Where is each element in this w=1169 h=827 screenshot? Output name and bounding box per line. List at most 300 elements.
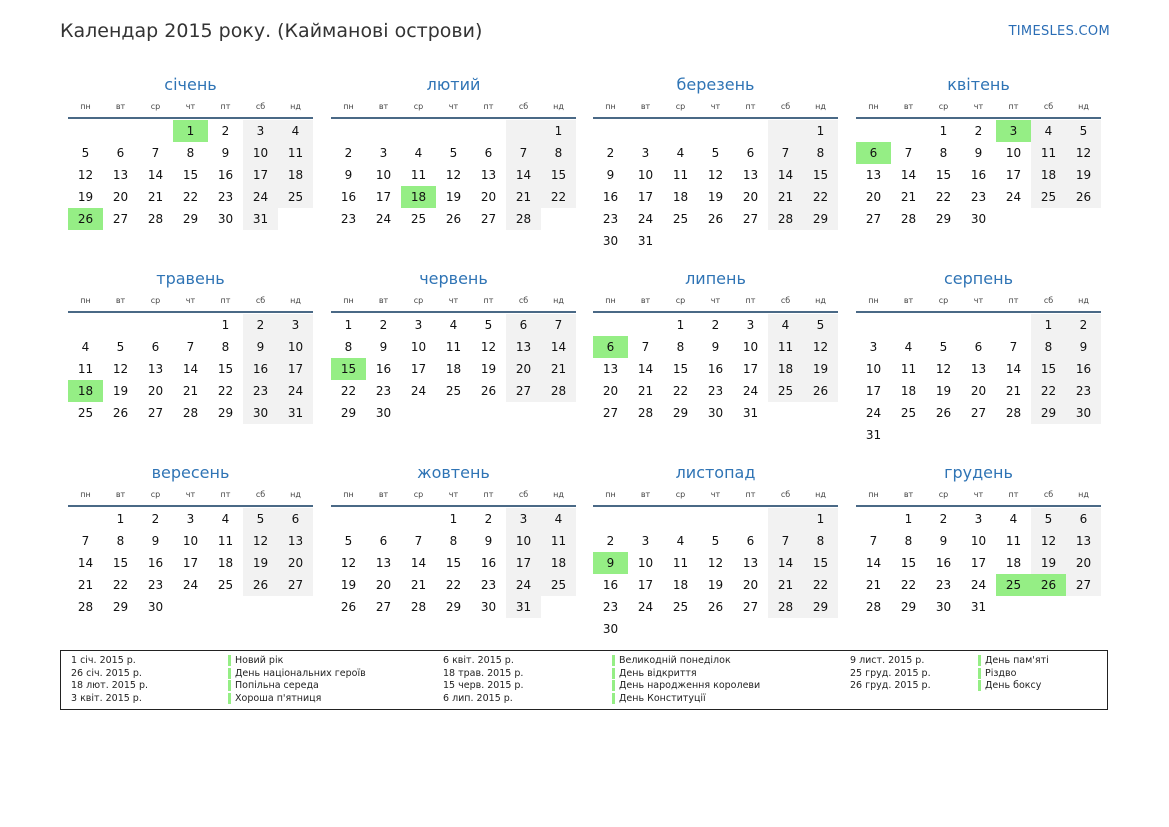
day-cell: 18 xyxy=(900,384,917,398)
week-row xyxy=(68,508,313,530)
weekday-label: нд xyxy=(815,490,826,499)
day-cell: 3 xyxy=(746,318,755,332)
day-cell: 11 xyxy=(77,362,94,376)
day-cell: 21 xyxy=(900,190,917,204)
day-cell: 9 xyxy=(711,340,720,354)
day-cell: 22 xyxy=(112,578,129,592)
day-cell: 3 xyxy=(996,120,1031,142)
header-rule xyxy=(68,505,313,507)
week-row xyxy=(593,120,838,142)
weekday-label: сб xyxy=(518,102,529,111)
week-row xyxy=(68,208,313,230)
weekday-label: пт xyxy=(1008,296,1019,305)
day-cell: 7 xyxy=(904,146,913,160)
day-cell: 18 xyxy=(401,186,436,208)
weekday-label: пт xyxy=(483,102,494,111)
weekday-label: чт xyxy=(710,102,721,111)
day-cell: 27 xyxy=(602,406,619,420)
day-cell: 28 xyxy=(1005,406,1022,420)
day-cell: 14 xyxy=(1005,362,1022,376)
day-cell: 7 xyxy=(869,534,878,548)
day-cell: 8 xyxy=(1031,336,1066,358)
day-cell: 26 xyxy=(340,600,357,614)
week-row xyxy=(331,596,576,618)
week-row xyxy=(68,164,313,186)
day-cell: 18 xyxy=(672,190,689,204)
day-cell: 4 xyxy=(768,314,803,336)
day-cell: 5 xyxy=(1066,120,1101,142)
day-cell: 26 xyxy=(707,212,724,226)
empty-cell xyxy=(856,120,891,142)
weekday-label: сб xyxy=(1043,490,1054,499)
day-cell: 25 xyxy=(768,380,803,402)
day-cell: 5 xyxy=(243,508,278,530)
legend-name-line xyxy=(612,668,760,681)
day-cell: 25 xyxy=(77,406,94,420)
weekday-label: пт xyxy=(483,296,494,305)
day-cell: 19 xyxy=(77,190,94,204)
empty-cell xyxy=(961,314,996,336)
header-rule xyxy=(856,117,1101,119)
day-cell: 30 xyxy=(243,402,278,424)
day-cell: 1 xyxy=(939,124,948,138)
legend-holiday-name: День боксу xyxy=(978,680,1041,691)
day-cell: 10 xyxy=(278,336,313,358)
day-cell: 6 xyxy=(746,534,755,548)
weekday-label: пн xyxy=(605,102,616,111)
week-row xyxy=(68,380,313,402)
weekday-label: ср xyxy=(150,102,161,111)
legend-name-line xyxy=(228,668,366,681)
empty-cell xyxy=(278,208,313,230)
day-cell: 2 xyxy=(484,512,493,526)
week-row xyxy=(856,380,1101,402)
weekday-label: чт xyxy=(710,490,721,499)
day-cell: 9 xyxy=(974,146,983,160)
day-cell: 16 xyxy=(707,362,724,376)
day-cell: 19 xyxy=(707,190,724,204)
day-cell: 1 xyxy=(904,512,913,526)
day-cell: 30 xyxy=(375,406,392,420)
day-cell: 12 xyxy=(707,168,724,182)
weekday-label: нд xyxy=(553,490,564,499)
day-cell: 20 xyxy=(742,190,759,204)
day-cell: 19 xyxy=(445,190,462,204)
empty-cell xyxy=(1031,208,1066,230)
header-rule xyxy=(593,311,838,313)
week-row xyxy=(856,574,1101,596)
legend-name-line xyxy=(228,693,366,706)
week-row xyxy=(593,618,838,640)
day-cell: 25 xyxy=(445,384,462,398)
header-rule xyxy=(593,117,838,119)
empty-cell xyxy=(173,314,208,336)
week-row xyxy=(331,402,576,424)
day-cell: 29 xyxy=(217,406,234,420)
empty-cell xyxy=(173,596,208,618)
day-cell: 6 xyxy=(593,336,628,358)
weekday-label: нд xyxy=(553,296,564,305)
day-cell: 17 xyxy=(506,552,541,574)
weekday-label: вт xyxy=(640,296,651,305)
day-cell: 5 xyxy=(711,146,720,160)
day-cell: 3 xyxy=(506,508,541,530)
day-cell: 24 xyxy=(1005,190,1022,204)
legend-dates-column-2 xyxy=(443,655,523,705)
header-rule xyxy=(856,311,1101,313)
weekday-label: ср xyxy=(675,102,686,111)
day-cell: 2 xyxy=(939,512,948,526)
day-cell: 27 xyxy=(480,212,497,226)
day-cell: 19 xyxy=(935,384,952,398)
day-cell: 25 xyxy=(278,186,313,208)
empty-cell xyxy=(68,120,103,142)
empty-cell xyxy=(506,120,541,142)
day-cell: 6 xyxy=(856,142,891,164)
header-rule xyxy=(68,311,313,313)
day-cell: 12 xyxy=(445,168,462,182)
day-cell: 30 xyxy=(147,600,164,614)
day-cell: 13 xyxy=(147,362,164,376)
empty-cell xyxy=(698,508,733,530)
month-1 xyxy=(68,73,313,230)
day-cell: 23 xyxy=(147,578,164,592)
day-cell: 28 xyxy=(541,380,576,402)
weekday-label: пт xyxy=(220,296,231,305)
empty-cell xyxy=(996,314,1031,336)
day-cell: 9 xyxy=(243,336,278,358)
day-cell: 23 xyxy=(970,190,987,204)
day-cell: 31 xyxy=(637,234,654,248)
day-cell: 10 xyxy=(375,168,392,182)
week-row xyxy=(331,314,576,336)
day-cell: 9 xyxy=(484,534,493,548)
day-cell: 25 xyxy=(217,578,234,592)
month-12 xyxy=(856,461,1101,618)
day-cell: 14 xyxy=(900,168,917,182)
day-cell: 27 xyxy=(375,600,392,614)
weekday-label: ср xyxy=(413,296,424,305)
day-cell: 25 xyxy=(541,574,576,596)
day-cell: 10 xyxy=(410,340,427,354)
empty-cell xyxy=(243,596,278,618)
week-row xyxy=(856,424,1101,446)
legend-name-line xyxy=(978,680,1049,693)
empty-cell xyxy=(401,120,436,142)
day-cell: 22 xyxy=(935,190,952,204)
weekday-label: нд xyxy=(290,296,301,305)
day-cell: 21 xyxy=(506,186,541,208)
legend-name-line xyxy=(612,693,760,706)
weekday-label: чт xyxy=(973,490,984,499)
day-cell: 22 xyxy=(541,186,576,208)
day-cell: 24 xyxy=(637,600,654,614)
weekday-label: вт xyxy=(378,102,389,111)
day-cell: 30 xyxy=(217,212,234,226)
week-row xyxy=(856,552,1101,574)
day-cell: 23 xyxy=(243,380,278,402)
day-cell: 18 xyxy=(68,380,103,402)
legend-holiday-name: Новий рік xyxy=(228,655,283,666)
day-cell: 27 xyxy=(278,574,313,596)
day-cell: 27 xyxy=(970,406,987,420)
empty-cell xyxy=(926,314,961,336)
empty-cell xyxy=(663,618,698,640)
day-cell: 19 xyxy=(243,552,278,574)
day-cell: 17 xyxy=(742,362,759,376)
day-cell: 17 xyxy=(637,578,654,592)
day-cell: 26 xyxy=(112,406,129,420)
day-cell: 7 xyxy=(641,340,650,354)
empty-cell xyxy=(996,424,1031,446)
weekday-label: сб xyxy=(1043,296,1054,305)
weekday-header xyxy=(331,487,576,503)
day-cell: 26 xyxy=(935,406,952,420)
day-cell: 15 xyxy=(935,168,952,182)
empty-cell xyxy=(68,314,103,336)
day-cell: 19 xyxy=(1031,552,1066,574)
day-cell: 20 xyxy=(970,384,987,398)
day-cell: 1 xyxy=(1031,314,1066,336)
day-cell: 30 xyxy=(480,600,497,614)
day-cell: 20 xyxy=(375,578,392,592)
day-cell: 11 xyxy=(410,168,427,182)
empty-cell xyxy=(996,596,1031,618)
day-cell: 27 xyxy=(865,212,882,226)
day-cell: 15 xyxy=(182,168,199,182)
day-cell: 27 xyxy=(112,212,129,226)
day-cell: 10 xyxy=(742,340,759,354)
empty-cell xyxy=(926,424,961,446)
day-cell: 9 xyxy=(151,534,160,548)
weekday-label: ср xyxy=(938,102,949,111)
day-cell: 6 xyxy=(506,314,541,336)
page-title: Календар 2015 року. (Кайманові острови) xyxy=(60,20,483,42)
holiday-legend xyxy=(60,650,1108,710)
day-cell: 25 xyxy=(996,574,1031,596)
day-cell: 8 xyxy=(344,340,353,354)
day-cell: 3 xyxy=(974,512,983,526)
day-cell: 21 xyxy=(147,190,164,204)
day-cell: 7 xyxy=(81,534,90,548)
day-cell: 24 xyxy=(637,212,654,226)
week-row xyxy=(856,530,1101,552)
day-cell: 30 xyxy=(935,600,952,614)
day-cell: 15 xyxy=(112,556,129,570)
day-cell: 11 xyxy=(672,556,689,570)
month-title: лютий xyxy=(426,75,481,94)
weekday-label: пн xyxy=(605,296,616,305)
day-cell: 13 xyxy=(742,556,759,570)
weekday-header xyxy=(68,99,313,115)
weekday-label: сб xyxy=(255,102,266,111)
weekday-header xyxy=(593,293,838,309)
weekday-label: нд xyxy=(1078,296,1089,305)
day-cell: 1 xyxy=(344,318,353,332)
day-cell: 23 xyxy=(935,578,952,592)
week-row xyxy=(331,574,576,596)
day-cell: 31 xyxy=(865,428,882,442)
weekday-label: сб xyxy=(255,490,266,499)
empty-cell xyxy=(1031,424,1066,446)
day-cell: 16 xyxy=(147,556,164,570)
weekday-label: пн xyxy=(868,102,879,111)
day-cell: 25 xyxy=(900,406,917,420)
week-row xyxy=(593,530,838,552)
weekday-label: сб xyxy=(518,490,529,499)
weekday-label: пн xyxy=(605,490,616,499)
day-cell: 4 xyxy=(278,120,313,142)
day-cell: 4 xyxy=(414,146,423,160)
day-cell: 13 xyxy=(112,168,129,182)
weekday-label: ср xyxy=(413,102,424,111)
weekday-label: нд xyxy=(815,296,826,305)
weekday-label: сб xyxy=(1043,102,1054,111)
day-cell: 10 xyxy=(182,534,199,548)
day-cell: 26 xyxy=(243,574,278,596)
week-row xyxy=(331,380,576,402)
legend-holiday-name: Хороша п'ятниця xyxy=(228,693,321,704)
empty-cell xyxy=(803,618,838,640)
week-row xyxy=(593,314,838,336)
weekday-label: нд xyxy=(815,102,826,111)
legend-holiday-name: День національних героїв xyxy=(228,668,366,679)
day-cell: 23 xyxy=(1066,380,1101,402)
day-cell: 18 xyxy=(672,578,689,592)
legend-holiday-name: День народження королеви xyxy=(612,680,760,691)
month-3 xyxy=(593,73,838,252)
week-row xyxy=(331,552,576,574)
day-cell: 31 xyxy=(506,596,541,618)
day-cell: 21 xyxy=(541,358,576,380)
empty-cell xyxy=(856,314,891,336)
day-cell: 22 xyxy=(1031,380,1066,402)
day-cell: 16 xyxy=(340,190,357,204)
day-cell: 15 xyxy=(541,164,576,186)
month-title: березень xyxy=(676,75,755,94)
week-row xyxy=(593,358,838,380)
day-cell: 27 xyxy=(506,380,541,402)
weekday-label: чт xyxy=(448,102,459,111)
day-cell: 2 xyxy=(151,512,160,526)
day-cell: 12 xyxy=(803,336,838,358)
day-cell: 4 xyxy=(541,508,576,530)
day-cell: 5 xyxy=(803,314,838,336)
legend-holiday-name: День відкриття xyxy=(612,668,697,679)
day-cell: 26 xyxy=(803,380,838,402)
day-cell: 5 xyxy=(1031,508,1066,530)
legend-name-line xyxy=(612,680,760,693)
day-cell: 22 xyxy=(803,186,838,208)
day-cell: 3 xyxy=(186,512,195,526)
day-cell: 15 xyxy=(217,362,234,376)
day-cell: 31 xyxy=(970,600,987,614)
day-cell: 12 xyxy=(112,362,129,376)
weekday-label: ср xyxy=(150,490,161,499)
day-cell: 20 xyxy=(865,190,882,204)
day-cell: 3 xyxy=(414,318,423,332)
day-cell: 3 xyxy=(641,146,650,160)
week-row xyxy=(856,208,1101,230)
day-cell: 16 xyxy=(935,556,952,570)
day-cell: 3 xyxy=(641,534,650,548)
legend-holiday-name: День пам'яті xyxy=(978,655,1049,666)
day-cell: 28 xyxy=(147,212,164,226)
day-cell: 3 xyxy=(379,146,388,160)
day-cell: 26 xyxy=(1031,574,1066,596)
day-cell: 3 xyxy=(243,120,278,142)
week-row xyxy=(68,120,313,142)
empty-cell xyxy=(768,618,803,640)
weekday-label: пт xyxy=(745,102,756,111)
day-cell: 19 xyxy=(1066,164,1101,186)
site-link[interactable]: TIMESLES.COM xyxy=(1008,24,1110,39)
empty-cell xyxy=(506,402,541,424)
legend-names-column-2 xyxy=(612,655,760,705)
weekday-label: пн xyxy=(80,490,91,499)
day-cell: 9 xyxy=(379,340,388,354)
empty-cell xyxy=(628,508,663,530)
day-cell: 4 xyxy=(676,534,685,548)
weekday-label: ср xyxy=(938,296,949,305)
empty-cell xyxy=(401,508,436,530)
day-cell: 16 xyxy=(602,190,619,204)
week-row xyxy=(856,186,1101,208)
week-row xyxy=(331,142,576,164)
empty-cell xyxy=(768,508,803,530)
day-cell: 1 xyxy=(221,318,230,332)
day-cell: 23 xyxy=(602,600,619,614)
day-cell: 17 xyxy=(182,556,199,570)
empty-cell xyxy=(278,596,313,618)
day-cell: 29 xyxy=(935,212,952,226)
day-cell: 13 xyxy=(506,336,541,358)
day-cell: 14 xyxy=(410,556,427,570)
legend-date: 15 черв. 2015 р. xyxy=(443,680,524,691)
day-cell: 7 xyxy=(768,142,803,164)
week-row xyxy=(331,120,576,142)
day-cell: 9 xyxy=(593,552,628,574)
weekday-label: пн xyxy=(343,490,354,499)
empty-cell xyxy=(628,314,663,336)
day-cell: 13 xyxy=(480,168,497,182)
week-row xyxy=(856,120,1101,142)
day-cell: 10 xyxy=(637,168,654,182)
weekday-label: сб xyxy=(780,102,791,111)
day-cell: 14 xyxy=(865,556,882,570)
empty-cell xyxy=(891,424,926,446)
day-cell: 10 xyxy=(637,556,654,570)
day-cell: 22 xyxy=(445,578,462,592)
empty-cell xyxy=(803,230,838,252)
empty-cell xyxy=(663,120,698,142)
week-row xyxy=(68,314,313,336)
empty-cell xyxy=(208,596,243,618)
week-row xyxy=(593,380,838,402)
week-row xyxy=(331,164,576,186)
weekday-header xyxy=(331,293,576,309)
empty-cell xyxy=(733,120,768,142)
weekday-label: чт xyxy=(448,490,459,499)
day-cell: 11 xyxy=(541,530,576,552)
empty-cell xyxy=(138,120,173,142)
week-row xyxy=(331,186,576,208)
day-cell: 28 xyxy=(182,406,199,420)
day-cell: 30 xyxy=(602,234,619,248)
day-cell: 17 xyxy=(278,358,313,380)
legend-names-column-1 xyxy=(228,655,366,705)
month-5 xyxy=(68,267,313,424)
